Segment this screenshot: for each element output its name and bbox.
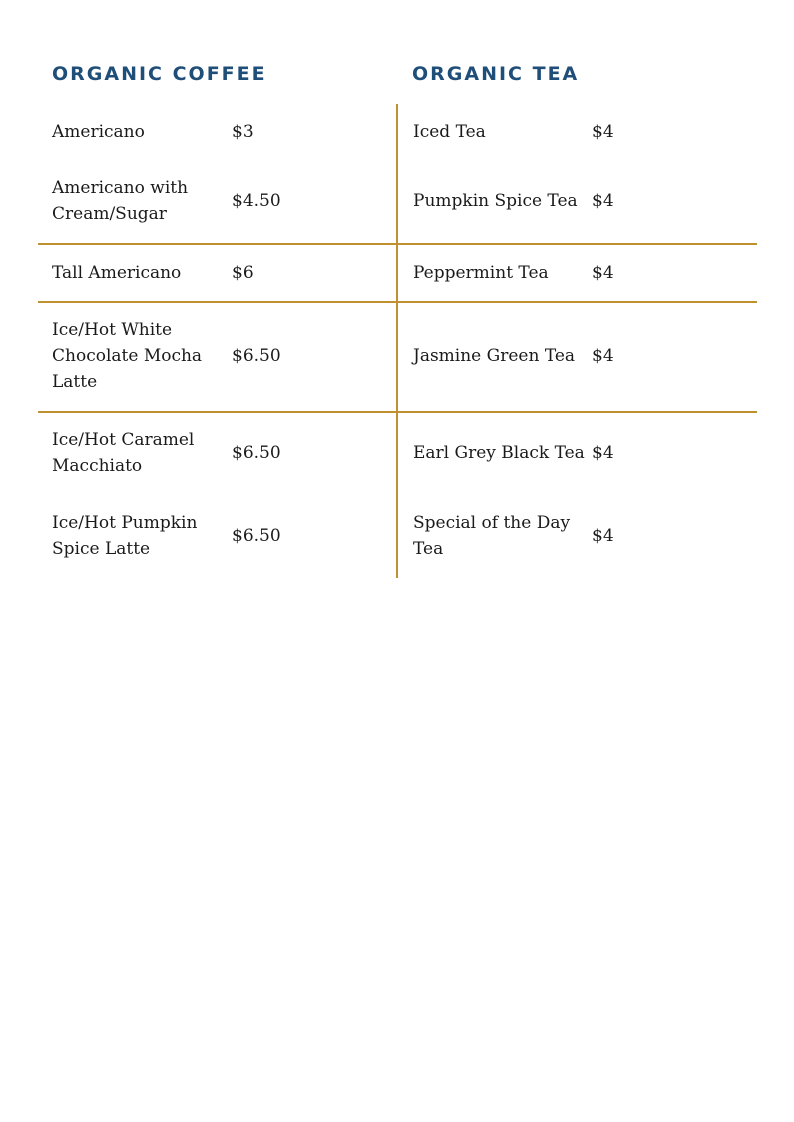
coffee-item-name: Americano [52, 122, 145, 142]
coffee-item-price: $6 [232, 263, 254, 283]
coffee-item-name: Ice/Hot Caramel Macchiato [52, 430, 195, 476]
coffee-item-price: $6.50 [232, 526, 281, 546]
tea-item-name: Jasmine Green Tea [413, 346, 576, 366]
row-divider [38, 243, 757, 245]
coffee-item-price: $6.50 [232, 443, 281, 463]
coffee-item-price: $6.50 [232, 346, 281, 366]
tea-item-price: $4 [592, 526, 614, 546]
tea-item-name: Pumpkin Spice Tea [413, 191, 578, 211]
tea-item-name: Peppermint Tea [413, 263, 549, 283]
tea-item-name: Iced Tea [413, 122, 486, 142]
tea-item-name: Special of the Day Tea [413, 513, 571, 559]
coffee-item-name: Ice/Hot Pumpkin Spice Latte [52, 513, 198, 559]
row-divider [38, 301, 757, 303]
coffee-item-price: $4.50 [232, 191, 281, 211]
coffee-item-name: Ice/Hot White Chocolate Mocha Latte [52, 320, 203, 392]
coffee-heading: ORGANIC COFFEE [52, 63, 267, 85]
row-divider [38, 411, 757, 413]
coffee-item-name: Tall Americano [52, 263, 182, 283]
coffee-item-price: $3 [232, 122, 254, 142]
tea-item-price: $4 [592, 122, 614, 142]
tea-item-price: $4 [592, 443, 614, 463]
tea-item-name: Earl Grey Black Tea [413, 443, 585, 463]
tea-heading: ORGANIC TEA [412, 63, 580, 85]
tea-item-price: $4 [592, 346, 614, 366]
tea-item-price: $4 [592, 191, 614, 211]
column-divider [396, 104, 398, 578]
tea-item-price: $4 [592, 263, 614, 283]
coffee-item-name: Americano with Cream/Sugar [52, 178, 189, 224]
